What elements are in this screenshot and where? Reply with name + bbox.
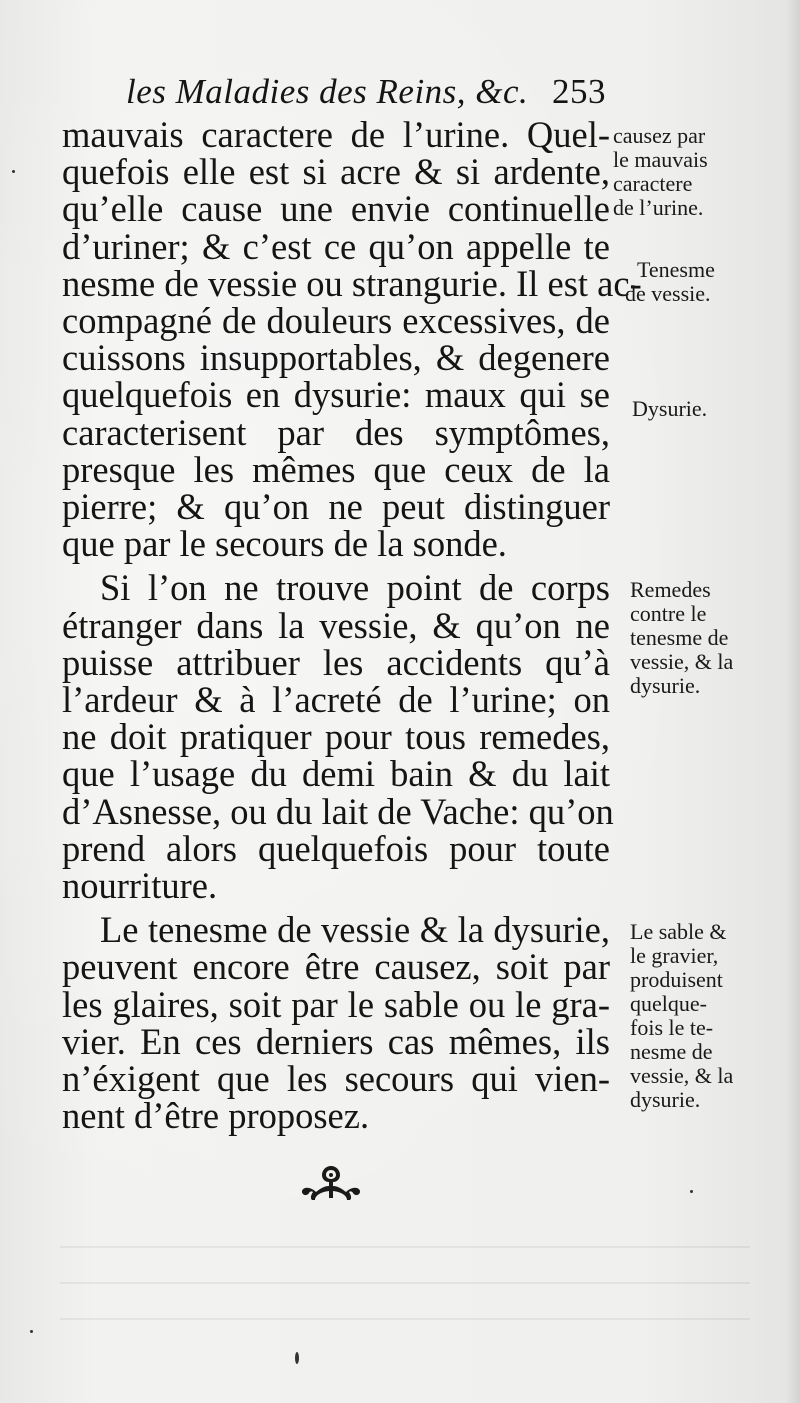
margin-note-line: fois le te-: [630, 1015, 714, 1040]
ink-speck: [690, 1190, 693, 1193]
margin-note-line: tenesme de: [630, 625, 729, 650]
text-line: que par le secours de la sonde.: [62, 523, 507, 565]
margin-note-sable: [630, 920, 780, 1112]
margin-note-line: de vessie.: [625, 281, 711, 306]
text-line: d’Asnesse, ou du lait de Vache: qu’on: [62, 790, 614, 832]
margin-note-line: Remedes: [630, 577, 711, 602]
running-head: [126, 72, 606, 112]
margin-note-line: nesme de: [630, 1039, 713, 1064]
main-text: [62, 114, 642, 1137]
margin-note-line: dysurie.: [630, 673, 701, 698]
text-line: quefois elle est si acre & si ardente,: [62, 151, 610, 193]
text-line: mauvais caractere de l’urine. Quel-: [62, 114, 610, 155]
text-line: nesme de vessie ou strangurie. Il est ac-: [62, 262, 642, 304]
page-number: 253: [552, 72, 606, 111]
text-line: nourriture.: [62, 865, 218, 907]
text-line: vier. En ces derniers cas mêmes, ils: [62, 1020, 610, 1062]
text-line: n’éxigent que les secours qui vien-: [62, 1058, 610, 1100]
margin-note-remedes: [630, 578, 780, 698]
fleuron-ornament-icon: [300, 1162, 362, 1202]
margin-note-line: vessie, & la: [630, 649, 734, 674]
margin-note-dysurie: [632, 397, 782, 421]
text-line: presque les mêmes que ceux de la: [62, 448, 610, 490]
text-line: quelquefois en dysurie: maux qui se: [62, 374, 610, 416]
margin-note-line: caractere: [613, 171, 693, 196]
text-line: ne doit pratiquer pour tous remedes,: [62, 716, 610, 758]
ink-speck: [30, 1330, 33, 1333]
text-line: les glaires, soit par le sable ou le gra-: [62, 983, 610, 1025]
text-line: pierre; & qu’on ne peut distinguer: [62, 486, 610, 528]
running-head-title: les Maladies des Reins, &c.: [126, 72, 529, 111]
text-line: étranger dans la vessie, & qu’on ne: [62, 604, 610, 646]
ink-speck: [12, 170, 15, 173]
margin-note-line: le gravier,: [630, 943, 719, 968]
show-through-shadow: [60, 1240, 750, 1320]
ink-speck: [295, 1352, 299, 1364]
text-line: d’uriner; & c’est ce qu’on appelle te: [62, 225, 610, 267]
text-line: peuvent encore être causez, soit par: [62, 946, 610, 988]
margin-note-line: Dysurie.: [632, 396, 708, 421]
text-line: Le tenesme de vessie & la dysurie,: [100, 909, 610, 951]
margin-note-urine: [613, 124, 763, 220]
margin-note-line: contre le: [630, 601, 707, 626]
margin-note-line: causez par: [613, 123, 706, 148]
text-line: prend alors quelquefois pour toute: [62, 827, 610, 869]
margin-note-line: produisent: [630, 967, 723, 992]
text-line: qu’elle cause une envie continuelle: [62, 188, 610, 230]
margin-note-line: dysurie.: [630, 1087, 701, 1112]
margin-note-line: de l’urine.: [613, 195, 704, 220]
margin-note-line: Le sable &: [630, 919, 727, 944]
margin-note-line: Tenesme: [637, 257, 715, 282]
margin-note-tenesme: [625, 258, 775, 306]
margin-note-line: vessie, & la: [630, 1063, 734, 1088]
text-line: cuissons insupportables, & degenere: [62, 337, 610, 379]
text-line: puisse attribuer les accidents qu’à: [62, 641, 610, 683]
text-line: l’ardeur & à l’acreté de l’urine; on: [62, 679, 610, 721]
margin-note-line: quelque-: [630, 991, 707, 1016]
margin-note-line: le mauvais: [613, 147, 708, 172]
text-line: caracterisent par des symptômes,: [62, 411, 610, 453]
text-line: nent d’être proposez.: [62, 1095, 370, 1137]
page-edge-shadow: [786, 0, 800, 1403]
text-line: que l’usage du demi bain & du lait: [62, 753, 610, 795]
text-line: Si l’on ne trouve point de corps: [100, 567, 610, 609]
text-line: compagné de douleurs excessives, de: [62, 300, 610, 342]
